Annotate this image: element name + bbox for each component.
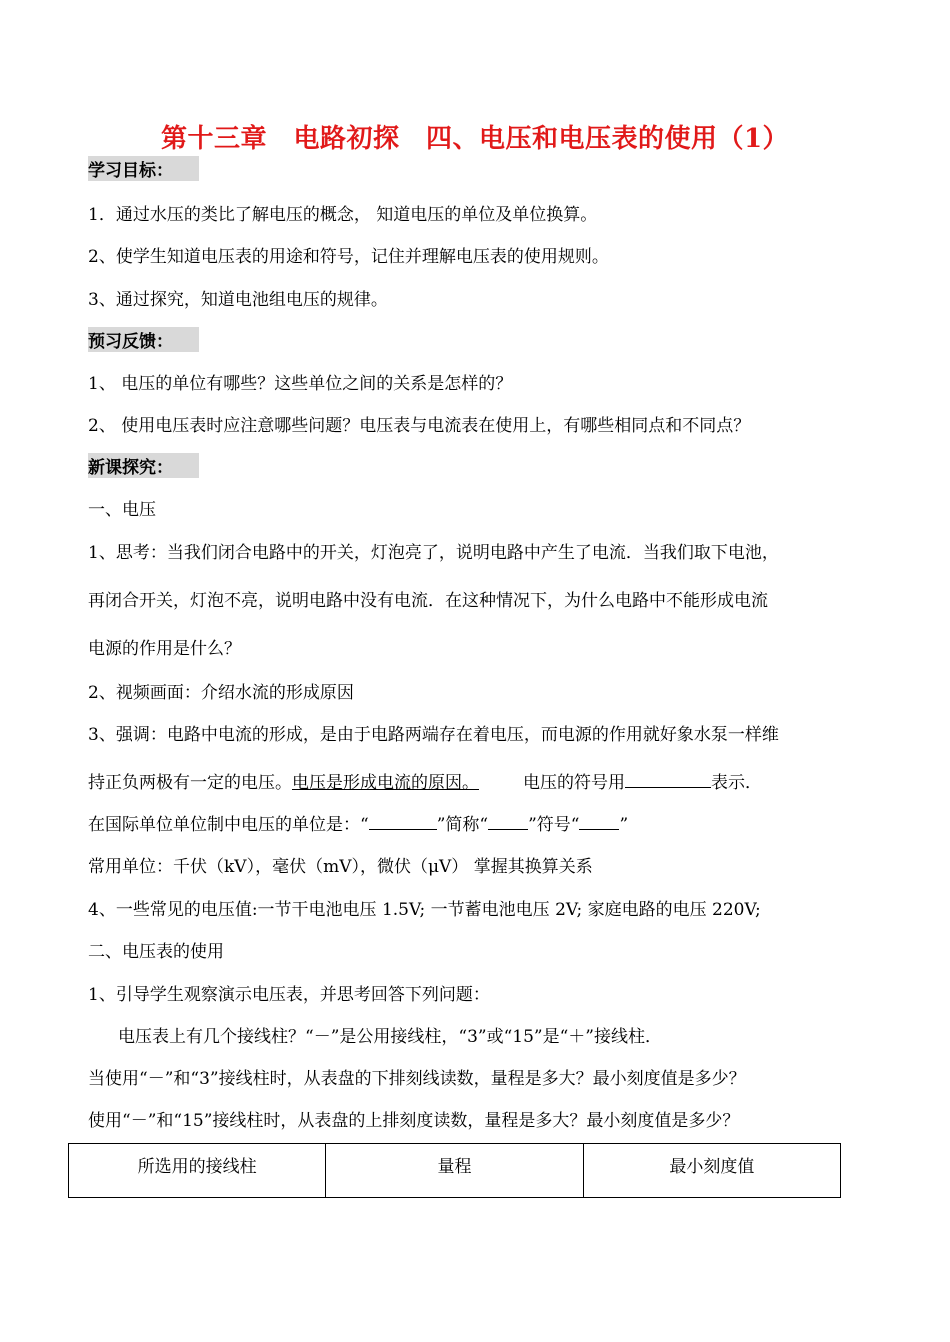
emphasis-text-c: 电压的符号用 <box>523 773 625 793</box>
emphasis-line-2 <box>88 768 762 793</box>
objective-3: 3、通过探究，知道电池组电压的规律。 <box>88 290 388 310</box>
think-line-1: 1、思考：当我们闭合电路中的开关，灯泡亮了，说明电路中产生了电流．当我们取下电池， <box>88 543 779 563</box>
guide-line: 1、引导学生观察演示电压表，并思考回答下列问题： <box>88 985 490 1005</box>
unit-abbr-blank[interactable] <box>488 813 528 830</box>
preview-question-2: 2、 使用电压表时应注意哪些问题？电压表与电流表在使用上，有哪些相同点和不同点？ <box>88 416 751 436</box>
question-line-1: 电压表上有几个接线柱？“－”是公用接线柱，“3”或“15”是“＋”接线柱． <box>118 1027 662 1047</box>
section-objectives <box>88 156 199 181</box>
part1-heading: 一、电压 <box>88 500 156 520</box>
think-line-3: 电源的作用是什么？ <box>88 639 241 659</box>
section-preview <box>88 327 199 352</box>
preview-question-1: 1、 电压的单位有哪些？这些单位之间的关系是怎样的？ <box>88 374 513 394</box>
think-line-2: 再闭合开关，灯泡不亮，说明电路中没有电流．在这种情况下，为什么电路中不能形成电流 <box>88 591 768 611</box>
common-units-line: 常用单位：千伏（kV），毫伏（mV），微伏（μV） 掌握其换算关系 <box>88 857 593 877</box>
si-text-c: ”符号“ <box>528 815 580 835</box>
unit-name-blank[interactable] <box>369 813 437 830</box>
symbol-blank[interactable] <box>625 771 711 788</box>
si-unit-line <box>88 810 628 835</box>
video-line: 2、视频画面：介绍水流的形成原因 <box>88 683 354 703</box>
objectives-heading: 学习目标： <box>88 156 199 181</box>
si-text-b: ”简称“ <box>436 815 489 835</box>
part2-heading: 二、电压表的使用 <box>88 942 224 962</box>
si-text-d: ” <box>619 815 629 835</box>
common-voltages-line: 4、一些常见的电压值:一节干电池电压 1.5V; 一节蓄电池电压 2V; 家庭电路的电压 220V; <box>88 900 761 920</box>
section-new-lesson <box>88 453 199 478</box>
preview-heading: 预习反馈： <box>88 327 199 352</box>
unit-symbol-blank[interactable] <box>579 813 619 830</box>
table-header-range: 量程 <box>326 1144 583 1198</box>
table-header-terminal: 所选用的接线柱 <box>69 1144 326 1198</box>
table-header-min-scale: 最小刻度值 <box>583 1144 840 1198</box>
si-text-a: 在国际单位单位制中电压的单位是：“ <box>88 815 369 835</box>
question-line-2: 当使用“－”和“3”接线柱时，从表盘的下排刻线读数，量程是多大？最小刻度值是多少？ <box>88 1069 746 1089</box>
document-title: 第十三章 电路初探 四、电压和电压表的使用（1） <box>160 124 790 154</box>
emphasis-text-d: 表示． <box>711 773 762 793</box>
range-table <box>68 1143 841 1198</box>
table-header-row <box>69 1144 841 1198</box>
emphasis-underlined: 电压是形成电流的原因。 <box>292 773 479 793</box>
objective-1: 1．通过水压的类比了解电压的概念， 知道电压的单位及单位换算。 <box>88 205 598 225</box>
emphasis-line-1: 3、强调：电路中电流的形成，是由于电路两端存在着电压，而电源的作用就好象水泵一样维 <box>88 725 779 745</box>
question-line-3: 使用“－”和“15”接线柱时，从表盘的上排刻度读数，量程是多大？最小刻度值是多少？ <box>88 1111 740 1131</box>
emphasis-text-a: 持正负两极有一定的电压。 <box>88 773 292 793</box>
objective-2: 2、使学生知道电压表的用途和符号，记住并理解电压表的使用规则。 <box>88 247 609 267</box>
new-lesson-heading: 新课探究： <box>88 453 199 478</box>
